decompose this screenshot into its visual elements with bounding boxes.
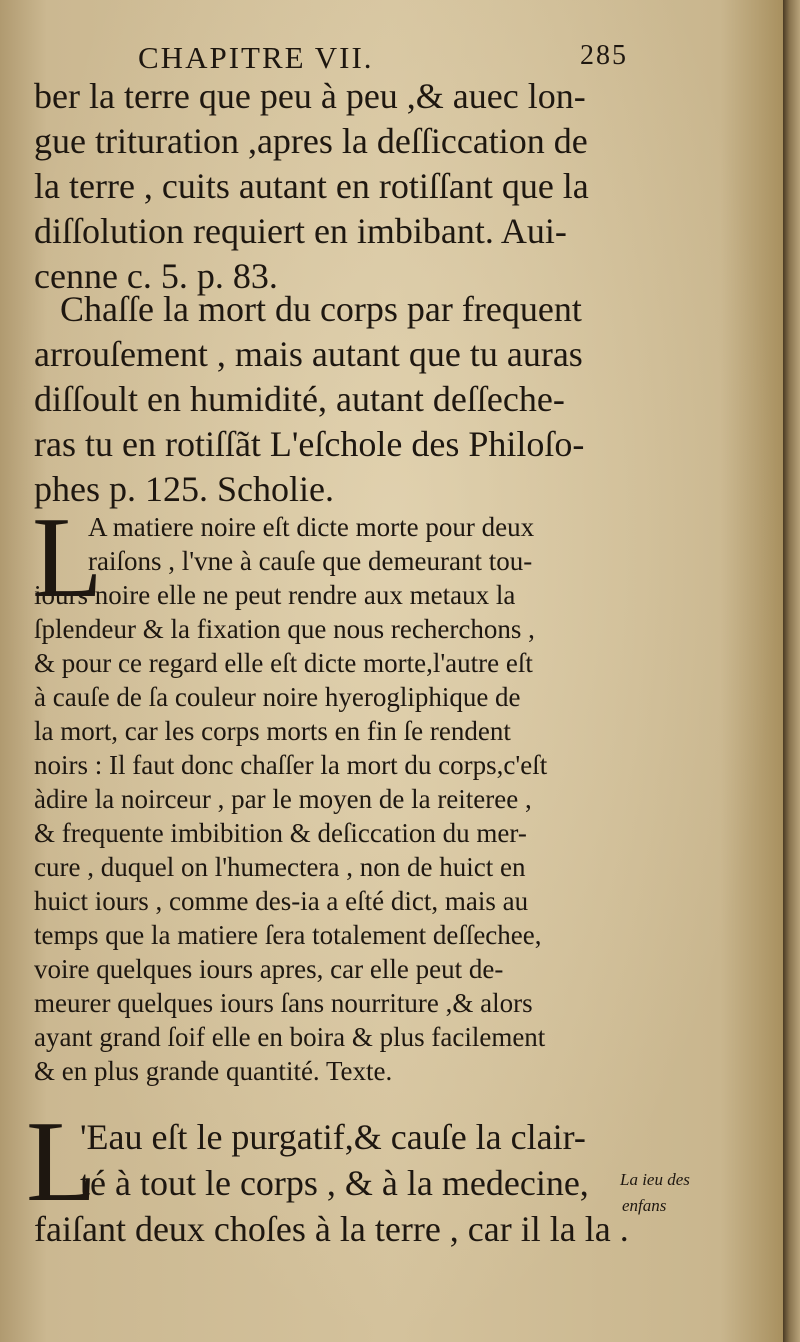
margin-note: La ieu des (620, 1170, 690, 1189)
text-line: àdire la noirceur , par le moyen de la reiteree , (34, 784, 532, 814)
text-line: diſſoult en humidité, autant deſſeche- (34, 379, 565, 419)
drop-cap-initial: L (26, 1098, 97, 1226)
text-line: la mort, car les corps morts en fin ſe rendent (34, 716, 511, 746)
text-line: diſſolution requiert en imbibant. Aui- (34, 211, 567, 251)
text-line: huict iours , comme des-ia a eſté dict, mais au (34, 886, 529, 916)
page-number: 285 (580, 40, 628, 71)
chapter-title: CHAPITRE VII. (138, 40, 374, 75)
text-line: à cauſe de ſa couleur noire hyerogliphique de (34, 682, 521, 712)
text-line: & pour ce regard elle eſt dicte morte,l'autre eſt (34, 648, 533, 678)
text-line: raiſons , l'vne à cauſe que demeurant tou- (88, 546, 533, 576)
drop-cap-initial: L (32, 494, 103, 622)
margin-note: enfans (622, 1196, 667, 1215)
text-line: cure , duquel on l'humectera , non de huict en (34, 852, 526, 882)
text-line: arrouſement , mais autant que tu auras (34, 334, 583, 374)
text-line: ſplendeur & la fixation que nous recherchons , (34, 614, 535, 644)
text-line: noirs : Il faut donc chaſſer la mort du corps,c'eſt (34, 750, 548, 780)
text-line: ras tu en rotiſſãt L'eſchole des Philoſo- (34, 424, 585, 464)
text-line: gue trituration ,apres la deſſiccation de (34, 121, 588, 161)
right-page-edge (783, 0, 800, 1342)
text-line: cenne c. 5. p. 83. (34, 256, 278, 296)
text-line: ayant grand ſoif elle en boira & plus facilement (34, 1022, 546, 1052)
text-line: faiſant deux choſes à la terre , car il la la . (34, 1209, 629, 1249)
text-line: ber la terre que peu à peu ,& auec lon- (34, 76, 586, 116)
text-line: phes p. 125. Scholie. (34, 469, 334, 509)
text-line: voire quelques iours apres, car elle peut de- (34, 954, 504, 984)
text-line: & frequente imbibition & deſiccation du mer- (34, 818, 527, 848)
text-line: la terre , cuits autant en rotiſſant que la (34, 166, 589, 206)
text-line: temps que la matiere ſera totalement deſſechee, (34, 920, 542, 950)
text-line: 'Eau eſt le purgatif,& cauſe la clair- (80, 1117, 586, 1157)
text-line: Chaſſe la mort du corps par frequent (60, 289, 582, 329)
text-line: té à tout le corps , & à la medecine, (80, 1163, 589, 1203)
text-line: & en plus grande quantité. Texte. (34, 1056, 393, 1086)
text-line: A matiere noire eſt dicte morte pour deux (88, 512, 535, 542)
text-line: iours noire elle ne peut rendre aux metaux la (34, 580, 516, 610)
text-line: meurer quelques iours ſans nourriture ,& alors (34, 988, 533, 1018)
